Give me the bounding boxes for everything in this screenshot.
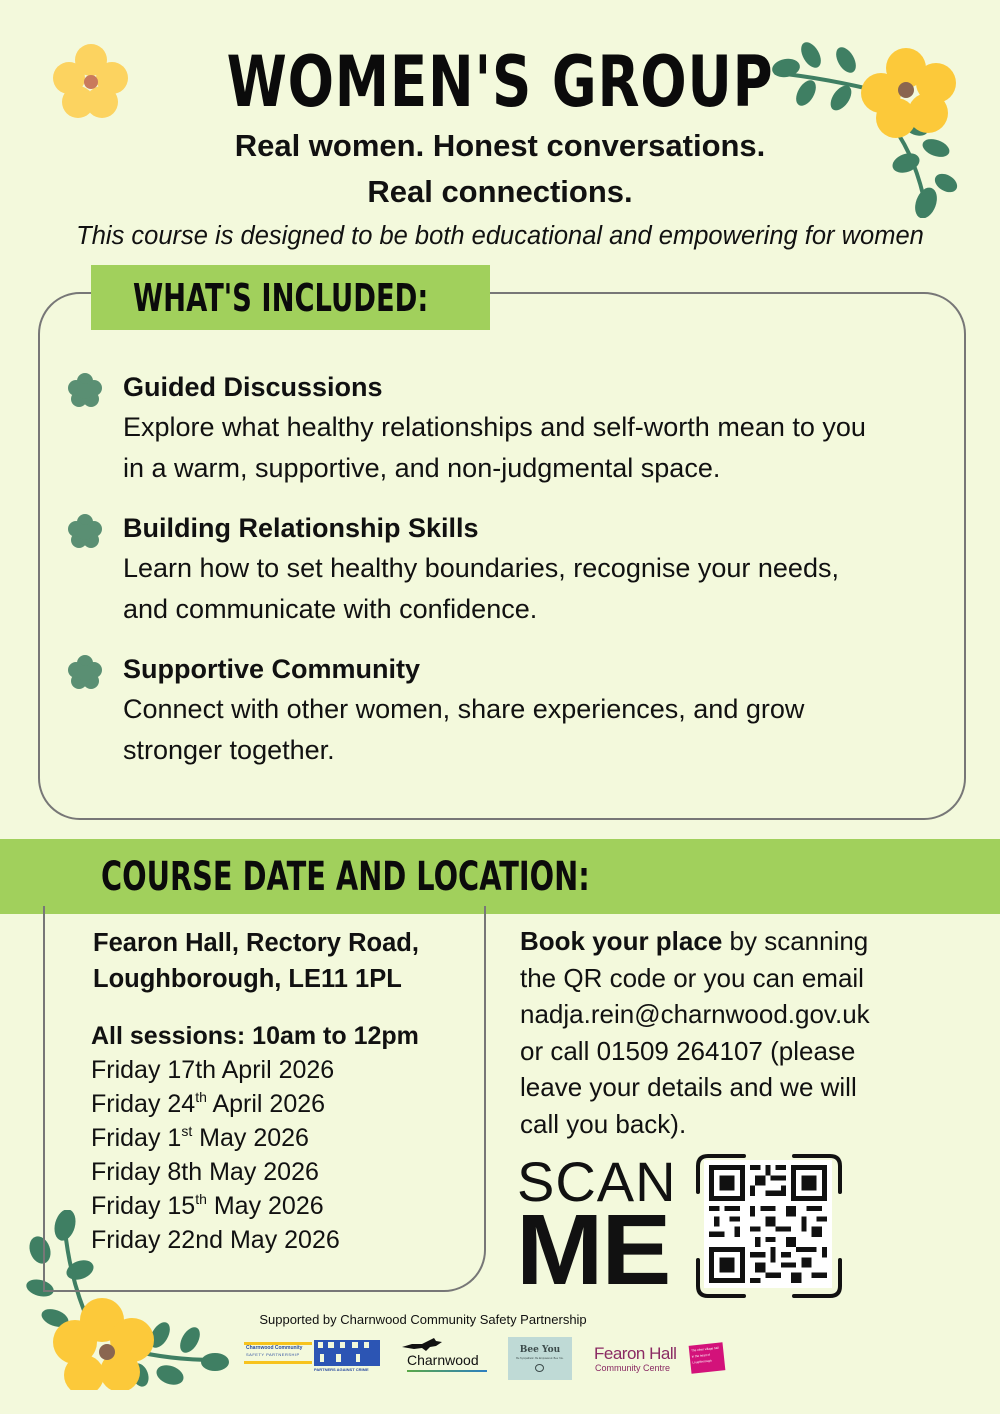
me-label: ME (516, 1194, 670, 1306)
session-date: Friday 1st May 2026 (91, 1123, 309, 1152)
course-heading (0, 839, 1000, 914)
contact-phone: or call 01509 264107 (please (520, 1035, 856, 1066)
flower-bullet-icon (66, 371, 104, 409)
item-title: Building Relationship Skills (123, 513, 479, 543)
intro-text: This course is designed to be both educational and empowering for women (76, 222, 924, 250)
bee-you-logo: Bee You Be Sympathetic. Be Empowered. Bee You. (508, 1337, 572, 1380)
item-description-line: Explore what healthy relationships and self-worth mean to you (123, 412, 866, 442)
tagline-line-1: Real women. Honest conversations. (234, 128, 766, 163)
item-description (123, 689, 953, 770)
flower-bullet-icon (66, 512, 104, 550)
scan-label: SCAN (517, 1150, 677, 1213)
item-description-line: and communicate with confidence. (123, 593, 538, 624)
ccsp-logo: Charnwood Community SAFETY PARTNERSHIP PARTNERS AGAINST CRIME (244, 1340, 382, 1376)
fox-icon (402, 1338, 442, 1352)
item-description-line: Learn how to set healthy boundaries, recognise your needs, (123, 553, 839, 583)
item-description (123, 548, 953, 629)
booking-emphasis: Book your place (520, 926, 723, 956)
people-group-icon (314, 1340, 380, 1366)
tagline-line-2: Real connections. (367, 174, 633, 209)
course-heading-text: COURSE DATE AND LOCATION: (101, 853, 590, 900)
fearon-hall-logo: Fearon Hall Community Centre The other village hall in the heart of Loughborough (594, 1344, 734, 1380)
charnwood-logo: Charnwood (400, 1338, 492, 1376)
session-date: Friday 8th May 2026 (91, 1158, 319, 1186)
item-description (123, 407, 953, 488)
page-title: WOMEN'S GROUP (226, 41, 774, 123)
flower-bullet-icon (66, 653, 104, 691)
session-date: Friday 22nd May 2026 (91, 1226, 340, 1254)
item-description-line: stronger together. (123, 734, 335, 765)
sessions-heading: All sessions: 10am to 12pm (91, 1022, 419, 1050)
bee-icon (535, 1364, 544, 1372)
session-date: Friday 15th May 2026 (91, 1191, 324, 1220)
session-date: Friday 17th April 2026 (91, 1056, 335, 1084)
session-dates (91, 1053, 340, 1257)
address-line: Fearon Hall, Rectory Road, (93, 929, 419, 957)
qr-code-icon[interactable] (704, 1160, 832, 1288)
session-date: Friday 24th April 2026 (91, 1089, 326, 1118)
included-heading (91, 265, 490, 330)
supported-by-text: Supported by Charnwood Community Safety Partnership (259, 1312, 587, 1327)
included-heading-text: WHAT'S INCLUDED: (133, 275, 429, 320)
address-line: Loughborough, LE11 1PL (93, 965, 402, 993)
item-description-line: Connect with other women, share experiences, and grow (123, 694, 805, 724)
contact-email[interactable]: nadja.rein@charnwood.gov.uk (520, 999, 870, 1029)
item-title: Supportive Community (123, 654, 421, 684)
booking-info: Book your place by scanning the QR code or you can email nadja.rein@charnwood.gov.uk or call 01509 264107 (please leave your details and we will call you back). (520, 923, 900, 1142)
item-title: Guided Discussions (123, 372, 383, 402)
item-description-line: in a warm, supportive, and non-judgmental space. (123, 452, 721, 483)
address (93, 925, 419, 997)
